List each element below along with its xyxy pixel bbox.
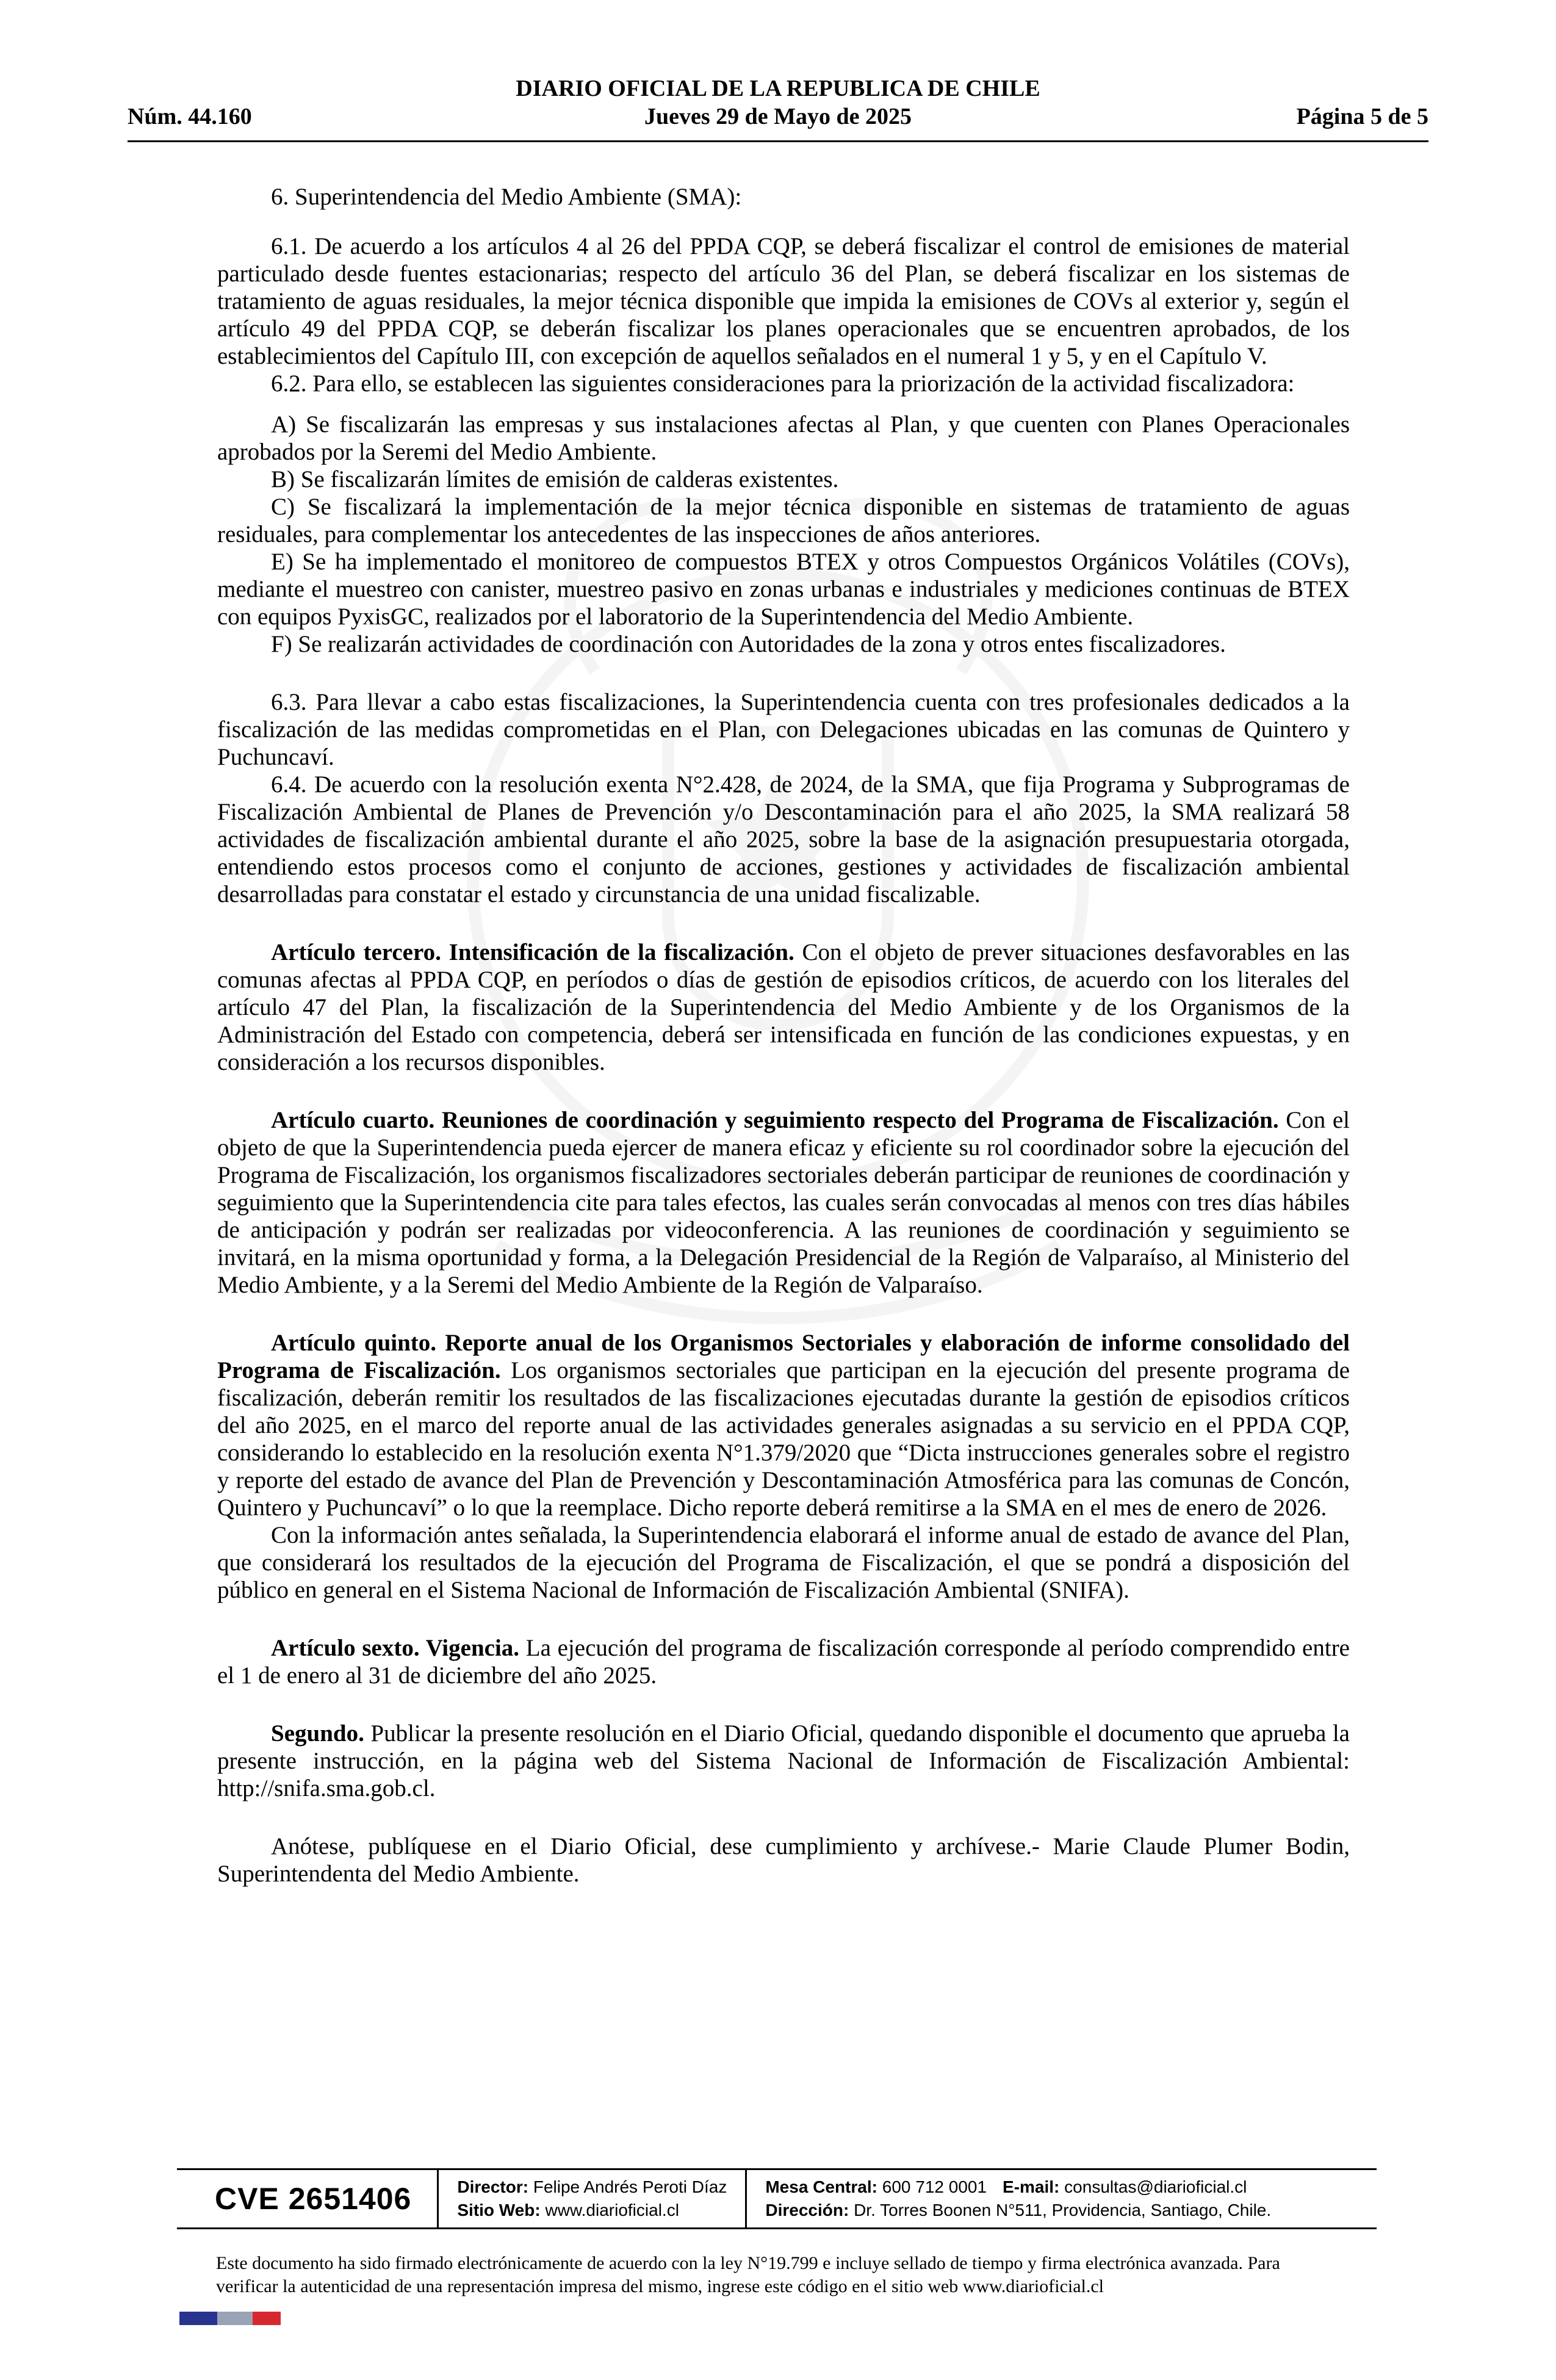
segundo-heading: Segundo. — [271, 1720, 364, 1747]
para-anotese: Anótese, publíquese en el Diario Oficial, dese cumplimiento y archívese.- Marie Claude Plumer Bodin, Superintendenta del Medio Ambiente. — [217, 1833, 1350, 1887]
para-item-c: C) Se fiscalizará la implementación de la mejor técnica disponible en sistemas de tratamiento de aguas residuales, para complementar los antecedentes de las inspecciones de años anteriores. — [217, 494, 1350, 547]
para-articulo-quinto — [217, 1329, 1350, 1521]
sitio-web-label: Sitio Web: — [457, 2201, 541, 2220]
direccion-label: Dirección: — [765, 2201, 849, 2220]
direccion-line — [765, 2199, 1271, 2222]
document-body — [217, 183, 1350, 1888]
email-value: consultas@diarioficial.cl — [1064, 2177, 1247, 2196]
para-articulo-tercero — [217, 939, 1350, 1076]
para-item-b: B) Se fiscalizarán límites de emisión de calderas existentes. — [271, 466, 839, 492]
footer-director-cell — [439, 2170, 747, 2227]
articulo-quinto-heading: Artículo quinto. Reporte anual de los Organismos Sectoriales y elaboración de informe consolidado del Programa de Fiscalización. — [217, 1330, 1350, 1383]
header-meta-row — [128, 103, 1428, 131]
director-line — [457, 2176, 727, 2199]
para-item-a: A) Se fiscalizarán las empresas y sus instalaciones afectas al Plan, y que cuenten con Planes Operacionales aprobados por la Seremi del Medio Ambiente. — [217, 411, 1350, 465]
sitio-web-line — [457, 2199, 727, 2222]
cve-cell — [177, 2170, 439, 2227]
articulo-cuarto-heading: Artículo cuarto. Reuniones de coordinación y seguimiento respecto del Programa de Fiscalización. — [271, 1107, 1279, 1133]
footer-box — [177, 2168, 1377, 2229]
segundo-text: Publicar la presente resolución en el Diario Oficial, quedando disponible el documento que aprueba la presente instrucción, en la página web del Sistema Nacional de Información de Fiscalización Ambiental: http://snifa.sma.gob.cl. — [217, 1720, 1350, 1801]
director-label: Director: — [457, 2177, 529, 2196]
director-value: Felipe Andrés Peroti Díaz — [533, 2177, 727, 2196]
mesa-central-line — [765, 2176, 1271, 2199]
para-6-3: 6.3. Para llevar a cabo estas fiscalizaciones, la Superintendencia cuenta con tres profesionales dedicados a la fiscalización de las medidas comprometidas en el Plan, con Delegaciones ubicadas en las comunas de Quintero y Puchuncaví. — [217, 689, 1350, 770]
cve-code: CVE 2651406 — [215, 2182, 412, 2216]
para-numeral-6: 6. Superintendencia del Medio Ambiente (SMA): — [271, 184, 742, 210]
footer-contact-cell — [747, 2170, 1289, 2227]
articulo-tercero-text: Con el objeto de prever situaciones desfavorables en las comunas afectas al PPDA CQP, en períodos o días de gestión de episodios críticos, de acuerdo con los literales del artículo 47 del Plan, la fiscalización de la Superintendencia del Medio Ambiente y de los Organismos de la Administración del Estado con competencia, deberá ser intensificada en función de las condiciones expuestas, y en consideración a los recursos disponibles. — [217, 939, 1350, 1075]
articulo-cuarto-text: Con el objeto de que la Superintendencia pueda ejercer de manera eficaz y eficiente su rol coordinador sobre la ejecución del Programa de Fiscalización, los organismos fiscalizadores sectoriales deberán participar de reuniones de coordinación y seguimiento que la Superintendencia cite para tales efectos, las cuales serán convocadas al menos con tres días hábiles de anticipación y podrán ser realizadas por videoconferencia. A las reuniones de coordinación y seguimiento se invitará, en la misma oportunidad y forma, a la Delegación Presidencial de la Región de Valparaíso, al Ministerio del Medio Ambiente, y a la Seremi del Medio Ambiente de la Región de Valparaíso. — [217, 1107, 1350, 1298]
articulo-quinto-text: Los organismos sectoriales que participan en la ejecución del presente programa de fiscalización, deberán remitir los resultados de las fiscalizaciones ejecutadas durante la gestión de episodios críticos del año 2025, en el marco del reporte anual de las actividades generales asignadas a su servicio en el PPDA CQP, considerando lo establecido en la resolución exenta N°1.379/2020 que “Dicta instrucciones generales sobre el registro y reporte del estado de avance del Plan de Prevención y Descontaminación Atmosférica para las comunas de Concón, Quintero y Puchuncaví” o lo que la reemplace. Dicho reporte deberá remitirse a la SMA en el mes de enero de 2026. — [217, 1357, 1350, 1521]
articulo-tercero-heading: Artículo tercero. Intensificación de la fiscalización. — [271, 939, 794, 965]
issue-date: Jueves 29 de Mayo de 2025 — [644, 104, 912, 129]
header — [128, 74, 1428, 142]
mesa-central-value: 600 712 0001 — [882, 2177, 987, 2196]
flag-middle-segment — [217, 2312, 253, 2325]
chile-flag-mark — [179, 2312, 281, 2325]
para-item-e: E) Se ha implementado el monitoreo de compuestos BTEX y otros Compuestos Orgánicos Volátiles (COVs), mediante el muestreo con canister, muestreo pasivo en zonas urbanas e industriales y mediciones continuas de BTEX con equipos PyxisGC, realizados por el laboratorio de la Superintendencia del Medio Ambiente. — [217, 549, 1350, 630]
para-6-2: 6.2. Para ello, se establecen las siguientes consideraciones para la priorización de la actividad fiscalizadora: — [271, 370, 1295, 397]
header-rule — [128, 140, 1428, 142]
flag-blue-segment — [179, 2312, 217, 2325]
articulo-sexto-text: La ejecución del programa de fiscalización corresponde al período comprendido entre el 1 de enero al 31 de diciembre del año 2025. — [217, 1635, 1350, 1689]
email-label: E-mail: — [1003, 2177, 1060, 2196]
page-indicator: Página 5 de 5 — [1296, 104, 1428, 129]
masthead-title: DIARIO OFICIAL DE LA REPUBLICA DE CHILE — [516, 76, 1040, 101]
para-articulo-cuarto — [217, 1106, 1350, 1299]
para-informe-anual: Con la información antes señalada, la Superintendencia elaborará el informe anual de estado de avance del Plan, que considerará los resultados de la ejecución del Programa de Fiscalización, el que se pondrá a disposición del público en general en el Sistema Nacional de Información de Fiscalización Ambiental (SNIFA). — [217, 1522, 1350, 1603]
articulo-sexto-heading: Artículo sexto. Vigencia. — [271, 1635, 520, 1661]
direccion-value: Dr. Torres Boonen N°511, Providencia, Santiago, Chile. — [854, 2201, 1272, 2220]
flag-red-segment — [253, 2312, 281, 2325]
para-6-1: 6.1. De acuerdo a los artículos 4 al 26 del PPDA CQP, se deberá fiscalizar el control de emisiones de material particulado desde fuentes estacionarias; respecto del artículo 36 del Plan, se deberá fiscalizar en los sistemas de tratamiento de aguas residuales, la mejor técnica disponible que impida la emisiones de COVs al exterior y, según el artículo 49 del PPDA CQP, se deberán fiscalizar los planes operacionales que se encuentren aprobados, de los establecimientos del Capítulo III, con excepción de aquellos señalados en el numeral 1 y 5, y en el Capítulo V. — [217, 233, 1350, 369]
para-item-f: F) Se realizarán actividades de coordinación con Autoridades de la zona y otros entes fiscalizadores. — [271, 631, 1226, 657]
para-articulo-sexto — [217, 1634, 1350, 1689]
sitio-web-value: www.diarioficial.cl — [545, 2201, 679, 2220]
issue-number: Núm. 44.160 — [128, 104, 252, 129]
para-segundo — [217, 1720, 1350, 1802]
para-6-4: 6.4. De acuerdo con la resolución exenta N°2.428, de 2024, de la SMA, que fija Programa y Subprogramas de Fiscalización Ambiental de Planes de Prevención y/o Descontaminación para el año 2025, la SMA realizará 58 actividades de fiscalización ambiental durante el año 2025, sobre la base de la asignación presupuestaria otorgada, entendiendo estos procesos como el conjunto de acciones, gestiones y actividades de fiscalización ambiental desarrolladas para constatar el estado y circunstancia de una unidad fiscalizable. — [217, 771, 1350, 907]
mesa-central-label: Mesa Central: — [765, 2177, 877, 2196]
signature-disclaimer: Este documento ha sido firmado electrónicamente de acuerdo con la ley N°19.799 e incluye sellado de tiempo y firma electrónica avanzada. Para verificar la autenticidad de una representación impresa del mismo, ingrese este código en el sitio web www.diarioficial.cl — [216, 2253, 1280, 2296]
